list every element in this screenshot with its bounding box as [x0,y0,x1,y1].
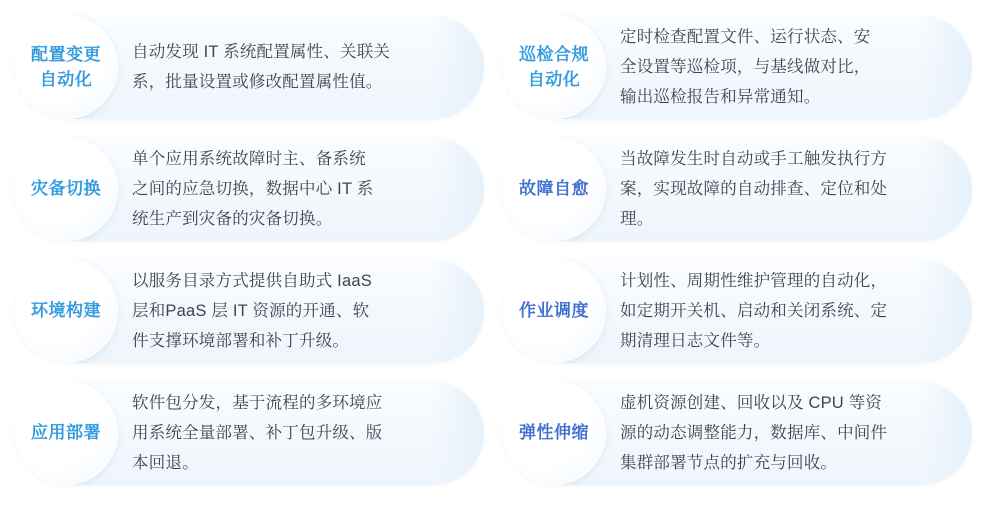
capability-badge-line: 应用部署 [31,423,101,442]
capability-description-line: 计划性、周期性维护管理的自动化， [620,271,888,290]
capability-description [606,144,972,234]
capability-description-line: 理。 [620,209,654,228]
capability-badge [14,15,118,119]
capability-badge [502,15,606,119]
capability-card[interactable] [14,259,484,363]
capability-badge-line: 自动化 [527,69,581,89]
capability-badge-line: 故障自愈 [519,179,589,198]
capability-description [118,388,484,478]
capability-description [606,266,972,356]
capability-card[interactable] [502,381,972,485]
capability-description-line: 如定期开关机、启动和关闭系统、定 [620,301,888,320]
capability-card[interactable] [14,137,484,241]
capability-description-line: 定时检查配置文件、运行状态、安 [620,27,871,46]
capability-description-line: 集群部署节点的扩充与回收。 [620,453,838,472]
capability-card[interactable] [502,15,972,119]
capability-card[interactable] [502,137,972,241]
capability-description-line: 统生产到灾备的灾备切换。 [132,209,333,228]
capability-card[interactable] [14,15,484,119]
capability-badge [502,137,606,241]
capability-badge [502,259,606,363]
capability-description [118,266,484,356]
capability-description-line: 用系统全量部署、补丁包升级、版 [132,423,383,442]
capability-description-line: 之间的应急切换，数据中心 IT 系 [132,179,374,198]
capability-description-line: 虚机资源创建、回收以及 CPU 等资 [620,393,883,412]
capability-badge [502,381,606,485]
capability-description-line: 单个应用系统故障时主、备系统 [132,149,366,168]
capability-description-line: 自动发现 IT 系统配置属性、关联关 [132,42,391,61]
capability-description [118,37,484,97]
capability-description-line: 案，实现故障的自动排查、定位和处 [620,179,888,198]
capability-badge-line: 自动化 [39,69,93,89]
capability-badge-line: 配置变更 [31,44,101,64]
capability-description [606,22,972,112]
capability-description-line: 本回退。 [132,453,199,472]
capability-description-line: 软件包分发，基于流程的多环境应 [132,393,383,412]
capability-description [606,388,972,478]
capability-badge [14,137,118,241]
capability-description-line: 期清理日志文件等。 [620,331,771,350]
capability-badge-line: 巡检合规 [519,44,589,64]
capability-description-line: 系，批量设置或修改配置属性值。 [132,72,383,91]
capability-description-line: 件支撑环境部署和补丁升级。 [132,331,350,350]
capability-badge-line: 环境构建 [31,301,101,320]
capability-badge-line: 灾备切换 [31,179,101,198]
capability-description-line: 全设置等巡检项，与基线做对比， [620,57,871,76]
capability-description-line: 当故障发生时自动或手工触发执行方 [620,149,888,168]
capability-badge-line: 作业调度 [519,301,589,320]
capability-card[interactable] [14,381,484,485]
capability-badge [14,381,118,485]
capability-description-line: 以服务目录方式提供自助式 IaaS [132,271,372,290]
capability-description-line: 层和PaaS 层 IT 资源的开通、软 [132,301,370,320]
capability-description-line: 输出巡检报告和异常通知。 [620,87,821,106]
capability-cards-grid [14,10,986,489]
capability-card[interactable] [502,259,972,363]
capability-badge-line: 弹性伸缩 [519,423,589,442]
capability-badge [14,259,118,363]
capability-description [118,144,484,234]
capability-description-line: 源的动态调整能力，数据库、中间件 [620,423,888,442]
